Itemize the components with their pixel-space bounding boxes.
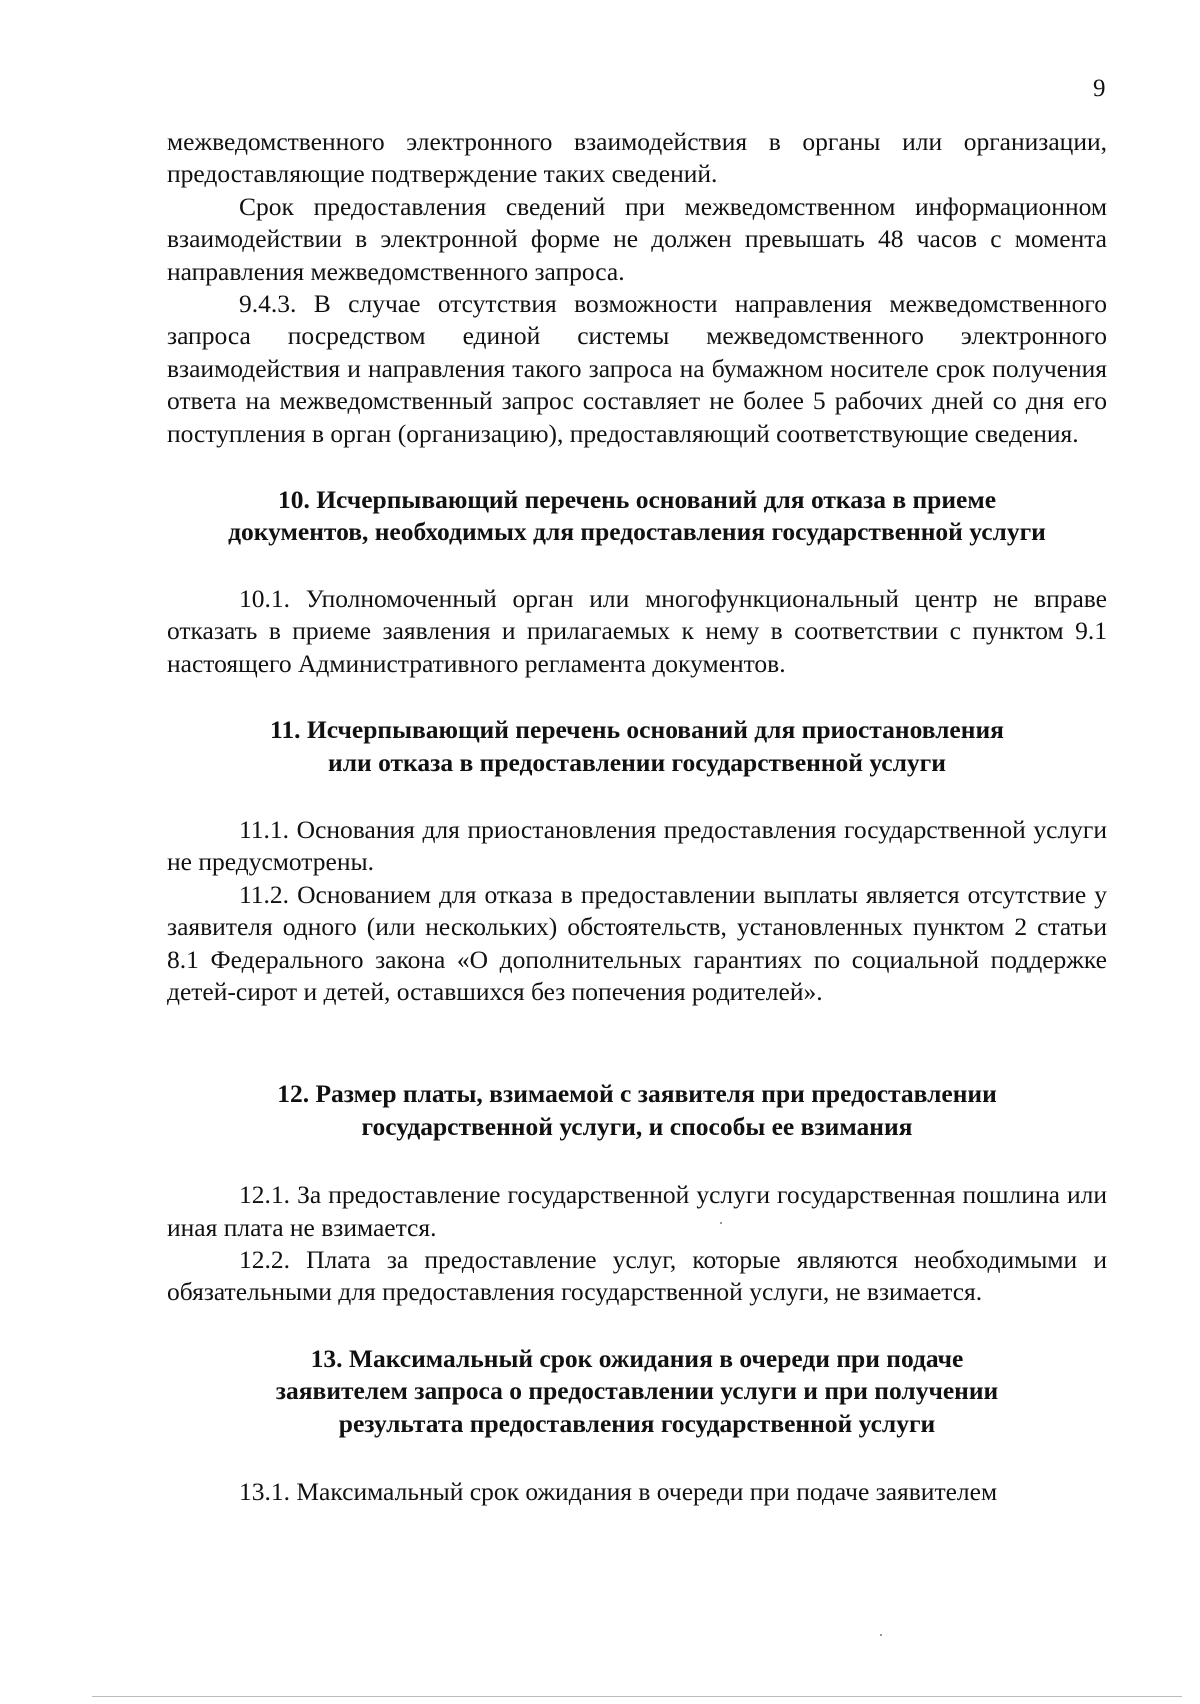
section-12-heading [167, 1078, 1107, 1143]
paragraph-response-term: Срок предоставления сведений при межведомственном информационном взаимодействии в электронной форме не должен превышать 48 часов с момента направления межведомственного запроса. [167, 191, 1107, 286]
paragraph-11-2: 11.2. Основанием для отказа в предоставлении выплаты является отсутствие у заявителя одного (или нескольких) обстоятельств, установленных пунктом 2 статьи 8.1 Федерального закона «О дополнительных гарантиях по социальной поддержке детей-сирот и детей, оставшихся без попечения родителей». [167, 879, 1107, 1006]
paragraph-continuation: межведомственного электронного взаимодействия в органы или организации, предоставляющие подтверждение таких сведений. [167, 127, 1107, 189]
paragraph-12-2: 12.2. Плата за предоставление услуг, которые являются необходимыми и обязательными для предоставления государственной услуги, не взимается. [167, 1244, 1107, 1307]
page-number: 9 [1093, 75, 1106, 102]
section-12-heading-line: 12. Размер платы, взимаемой с заявителя при предоставлении [277, 1079, 997, 1109]
section-13-heading-line: заявителем запроса о предоставлении услуги и при получении [275, 1376, 999, 1406]
section-10-heading-line: 10. Исчерпывающий перечень оснований для отказа в приеме [277, 485, 997, 515]
section-13-heading-line: 13. Максимальный срок ожидания в очереди при подаче [310, 1343, 964, 1373]
paragraph-9-4-3: 9.4.3. В случае отсутствия возможности направления межведомственного запроса посредством единой системы межведомственного электронного взаимодействия и направления такого запроса на бумажном носителе срок получения ответа на межведомственный запрос составляет не более 5 рабочих дней со дня его поступления в орган (организацию), предоставляющий соответствующие сведения. [167, 289, 1107, 448]
scan-bottom-edge [92, 1696, 1182, 1697]
section-10-heading-line: документов, необходимых для предоставления государственной услуги [228, 517, 1046, 547]
section-12-heading-line: государственной услуги, и способы ее взимания [361, 1111, 913, 1141]
section-11-heading-line: 11. Исчерпывающий перечень оснований для приостановления [270, 715, 1004, 745]
paragraph-13-1: 13.1. Максимальный срок ожидания в очереди при подаче заявителем [239, 1477, 998, 1506]
section-13-heading [167, 1343, 1107, 1440]
paragraph-11-1: 11.1. Основания для приостановления предоставления государственной услуги не предусмотрены. [167, 814, 1107, 877]
section-11-heading [167, 714, 1107, 779]
section-13-heading-line: результата предоставления государственной услуги [338, 1408, 936, 1438]
scan-speck [720, 1222, 722, 1224]
section-11-heading-line: или отказа в предоставлении государственной услуги [328, 747, 946, 777]
section-10-heading [167, 484, 1107, 549]
paragraph-10-1: 10.1. Уполномоченный орган или многофункциональный центр не вправе отказать в приеме заявления и прилагаемых к нему в соответствии с пунктом 9.1 настоящего Административного регламента документов. [167, 583, 1107, 678]
paragraph-12-1: 12.1. За предоставление государственной услуги государственная пошлина или иная плата не взимается. [167, 1180, 1107, 1242]
document-body [167, 126, 1107, 1508]
scan-speck [880, 1634, 882, 1636]
